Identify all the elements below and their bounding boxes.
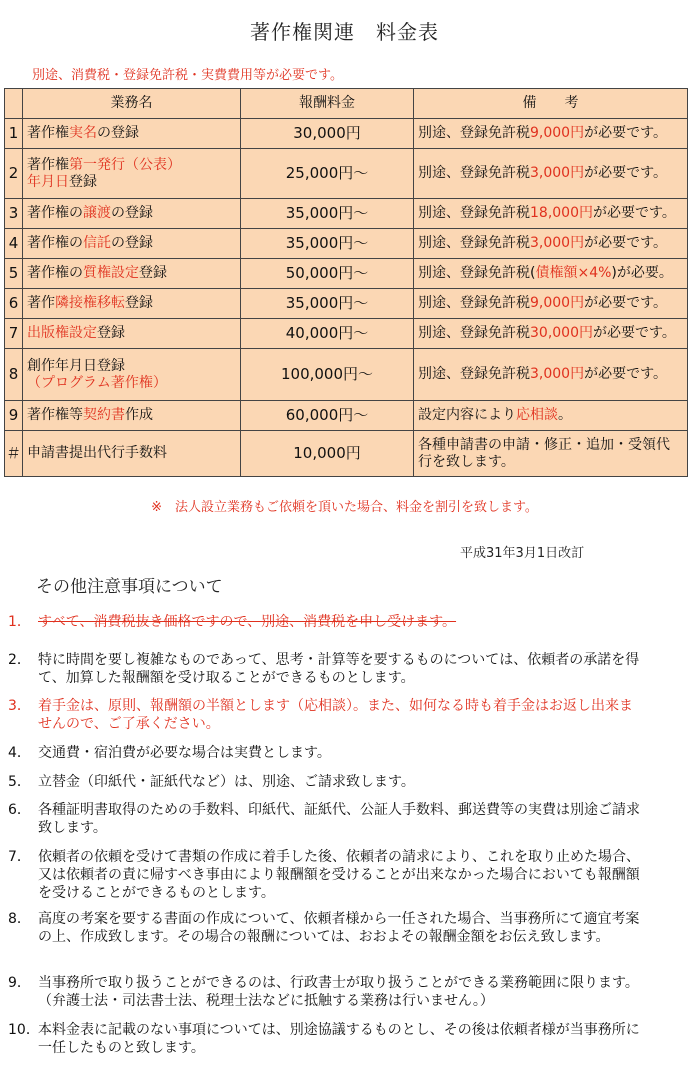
row-service: 著作権実名の登録 xyxy=(23,119,241,149)
list-item xyxy=(8,1021,644,1057)
list-item xyxy=(8,910,644,946)
row-remark: 別途、登録免許税9,000円が必要です。 xyxy=(414,119,688,149)
table-row xyxy=(5,229,688,259)
row-remark: 別途、登録免許税3,000円が必要です。 xyxy=(414,229,688,259)
row-num: 2 xyxy=(5,149,23,199)
row-num: 3 xyxy=(5,199,23,229)
list-item xyxy=(8,613,644,631)
item-number: 5． xyxy=(8,774,31,790)
row-remark: 別途、登録免許税3,000円が必要です。 xyxy=(414,349,688,401)
header-remark: 備 考 xyxy=(414,89,688,119)
item-text: 交通費・宿泊費が必要な場合は実費とします。 xyxy=(38,745,331,761)
item-text: 特に時間を要し複雑なものであって、思考・計算等を要するものについては、依頼者の承諾を得て、加算した報酬額を受け取ることができるものとします。 xyxy=(38,652,640,686)
row-num: 4 xyxy=(5,229,23,259)
row-fee: 35,000円～ xyxy=(241,199,414,229)
revision-date: 平成31年3月1日改訂 xyxy=(460,546,585,561)
table-row xyxy=(5,349,688,401)
row-num: 9 xyxy=(5,401,23,431)
list-item xyxy=(8,697,644,733)
header-fee: 報酬料金 xyxy=(241,89,414,119)
row-remark: 別途、登録免許税18,000円が必要です。 xyxy=(414,199,688,229)
list-item xyxy=(8,773,644,791)
table-row xyxy=(5,259,688,289)
row-service: 出版権設定登録 xyxy=(23,319,241,349)
table-header-row xyxy=(5,89,688,119)
item-text: 高度の考案を要する書面の作成について、依頼者様から一任された場合、当事務所にて適宜考案の上、作成致します。その場合の報酬については、おおよその報酬金額をお伝え致します。 xyxy=(38,911,640,945)
discount-note: ※ 法人設立業務もご依頼を頂いた場合、料金を割引を致します。 xyxy=(151,500,538,515)
item-number: 3． xyxy=(8,698,31,714)
notes-heading: その他注意事項について xyxy=(36,577,223,597)
list-item xyxy=(8,974,644,1010)
item-number: 7． xyxy=(8,849,31,865)
table-row xyxy=(5,401,688,431)
page-title: 著作権関連 料金表 xyxy=(250,20,439,44)
table-row xyxy=(5,289,688,319)
row-num: 1 xyxy=(5,119,23,149)
row-remark: 別途、登録免許税(債権額×4%)が必要。 xyxy=(414,259,688,289)
row-service: 著作権の信託の登録 xyxy=(23,229,241,259)
row-fee: 35,000円～ xyxy=(241,229,414,259)
table-row xyxy=(5,319,688,349)
row-remark: 別途、登録免許税9,000円が必要です。 xyxy=(414,289,688,319)
list-item xyxy=(8,848,644,902)
row-fee: 100,000円～ xyxy=(241,349,414,401)
row-fee: 10,000円 xyxy=(241,431,414,477)
header-service: 業務名 xyxy=(23,89,241,119)
row-service: 創作年月日登録 （プログラム著作権） xyxy=(23,349,241,401)
row-service: 著作権の質権設定登録 xyxy=(23,259,241,289)
list-item xyxy=(8,744,644,762)
row-service: 著作隣接権移転登録 xyxy=(23,289,241,319)
item-text: すべて、消費税抜き価格ですので、別途、消費税を申し受けます。 xyxy=(38,614,457,630)
item-number: 2． xyxy=(8,652,31,668)
item-number: 4． xyxy=(8,745,31,761)
table-row xyxy=(5,199,688,229)
item-number: 10． xyxy=(8,1022,40,1038)
row-fee: 25,000円～ xyxy=(241,149,414,199)
row-fee: 35,000円～ xyxy=(241,289,414,319)
row-num: 6 xyxy=(5,289,23,319)
table-row xyxy=(5,119,688,149)
row-num: ＃ xyxy=(5,431,23,477)
item-number: 1． xyxy=(8,614,31,630)
row-fee: 40,000円～ xyxy=(241,319,414,349)
item-number: 9． xyxy=(8,975,31,991)
row-num: 8 xyxy=(5,349,23,401)
row-service: 申請書提出代行手数料 xyxy=(23,431,241,477)
item-text: 立替金（印紙代・証紙代など）は、別途、ご請求致します。 xyxy=(38,774,415,790)
row-fee: 60,000円～ xyxy=(241,401,414,431)
row-service: 著作権の譲渡の登録 xyxy=(23,199,241,229)
fee-table xyxy=(4,88,688,477)
item-text: 着手金は、原則、報酬額の半額とします（応相談）。また、如何なる時も着手金はお返し出来ませんので、ご了承ください。 xyxy=(38,698,633,732)
list-item xyxy=(8,651,644,687)
row-fee: 50,000円～ xyxy=(241,259,414,289)
row-remark: 設定内容により応相談。 xyxy=(414,401,688,431)
header-num xyxy=(5,89,23,119)
item-number: 8． xyxy=(8,911,31,927)
item-text: 当事務所で取り扱うことができるのは、行政書士が取り扱うことができる業務範囲に限ります。（弁護士法・司法書士法、税理士法などに抵触する業務は行いません。） xyxy=(38,975,639,1009)
row-fee: 30,000円 xyxy=(241,119,414,149)
row-remark: 別途、登録免許税30,000円が必要です。 xyxy=(414,319,688,349)
row-num: 5 xyxy=(5,259,23,289)
list-item xyxy=(8,801,644,837)
row-remark: 別途、登録免許税3,000円が必要です。 xyxy=(414,149,688,199)
item-text: 依頼者の依頼を受けて書類の作成に着手した後、依頼者の請求により、これを取り止めた場合、又は依頼者の責に帰すべき事由により報酬額を受けることが出来なかった場合においても報酬額を受けることができるものとします。 xyxy=(38,849,640,901)
item-text: 各種証明書取得のための手数料、印紙代、証紙代、公証人手数料、郵送費等の実費は別途ご請求致します。 xyxy=(38,802,640,836)
item-text: 本料金表に記載のない事項については、別途協議するものとし、その後は依頼者様が当事務所に一任したものと致します。 xyxy=(38,1022,640,1056)
row-num: 7 xyxy=(5,319,23,349)
row-remark: 各種申請書の申請・修正・追加・受領代行を致します。 xyxy=(414,431,688,477)
row-service: 著作権等契約書作成 xyxy=(23,401,241,431)
top-note: 別途、消費税・登録免許税・実費費用等が必要です。 xyxy=(32,68,343,83)
table-row xyxy=(5,431,688,477)
table-row xyxy=(5,149,688,199)
row-service: 著作権第一発行（公表） 年月日登録 xyxy=(23,149,241,199)
item-number: 6． xyxy=(8,802,31,818)
